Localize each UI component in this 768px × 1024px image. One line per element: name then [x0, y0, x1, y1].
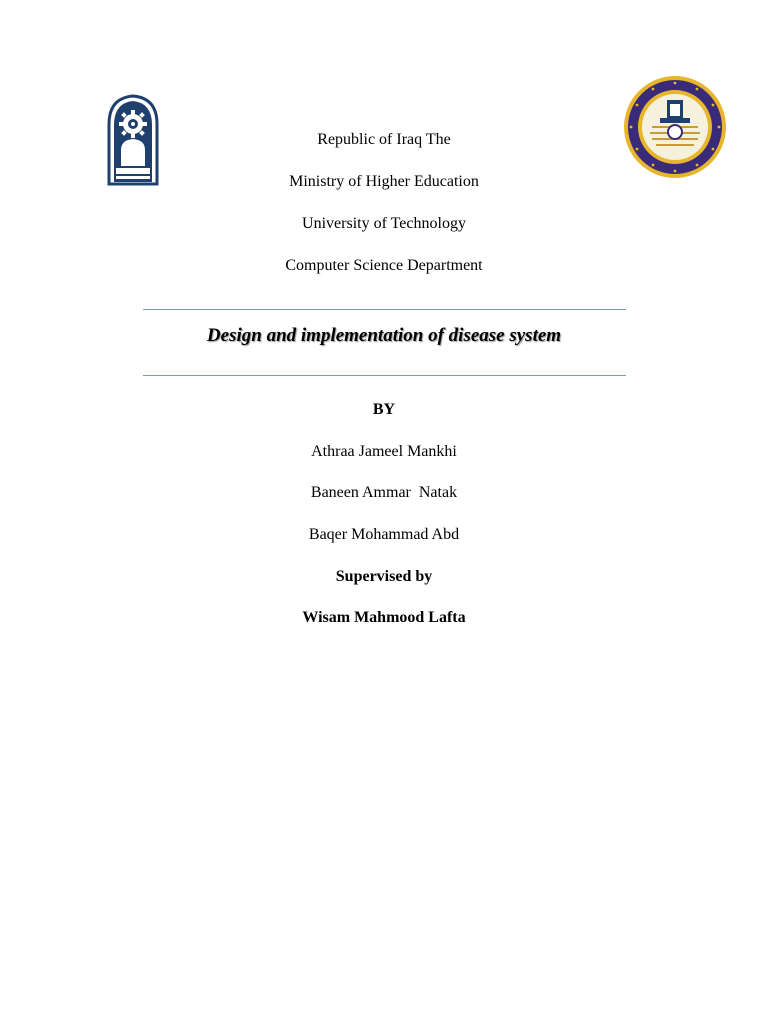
title-bottom-divider	[143, 375, 626, 376]
supervised-by-label: Supervised by	[335, 568, 433, 585]
department-seal-icon	[622, 74, 728, 180]
author-name-2: Baneen Ammar Natak	[310, 484, 458, 501]
author-name-3: Baqer Mohammad Abd	[308, 526, 460, 543]
by-label: BY	[372, 401, 396, 418]
author-name-1: Athraa Jameel Mankhi	[311, 443, 457, 460]
project-title: Design and implementation of disease system	[206, 325, 562, 346]
header-department: Computer Science Department	[285, 257, 483, 274]
header-ministry: Ministry of Higher Education	[289, 173, 479, 190]
title-top-divider	[143, 309, 626, 310]
supervisor-name: Wisam Mahmood Lafta	[302, 609, 466, 626]
header-republic: Republic of Iraq The	[317, 131, 451, 148]
header-university: University of Technology	[302, 215, 466, 232]
